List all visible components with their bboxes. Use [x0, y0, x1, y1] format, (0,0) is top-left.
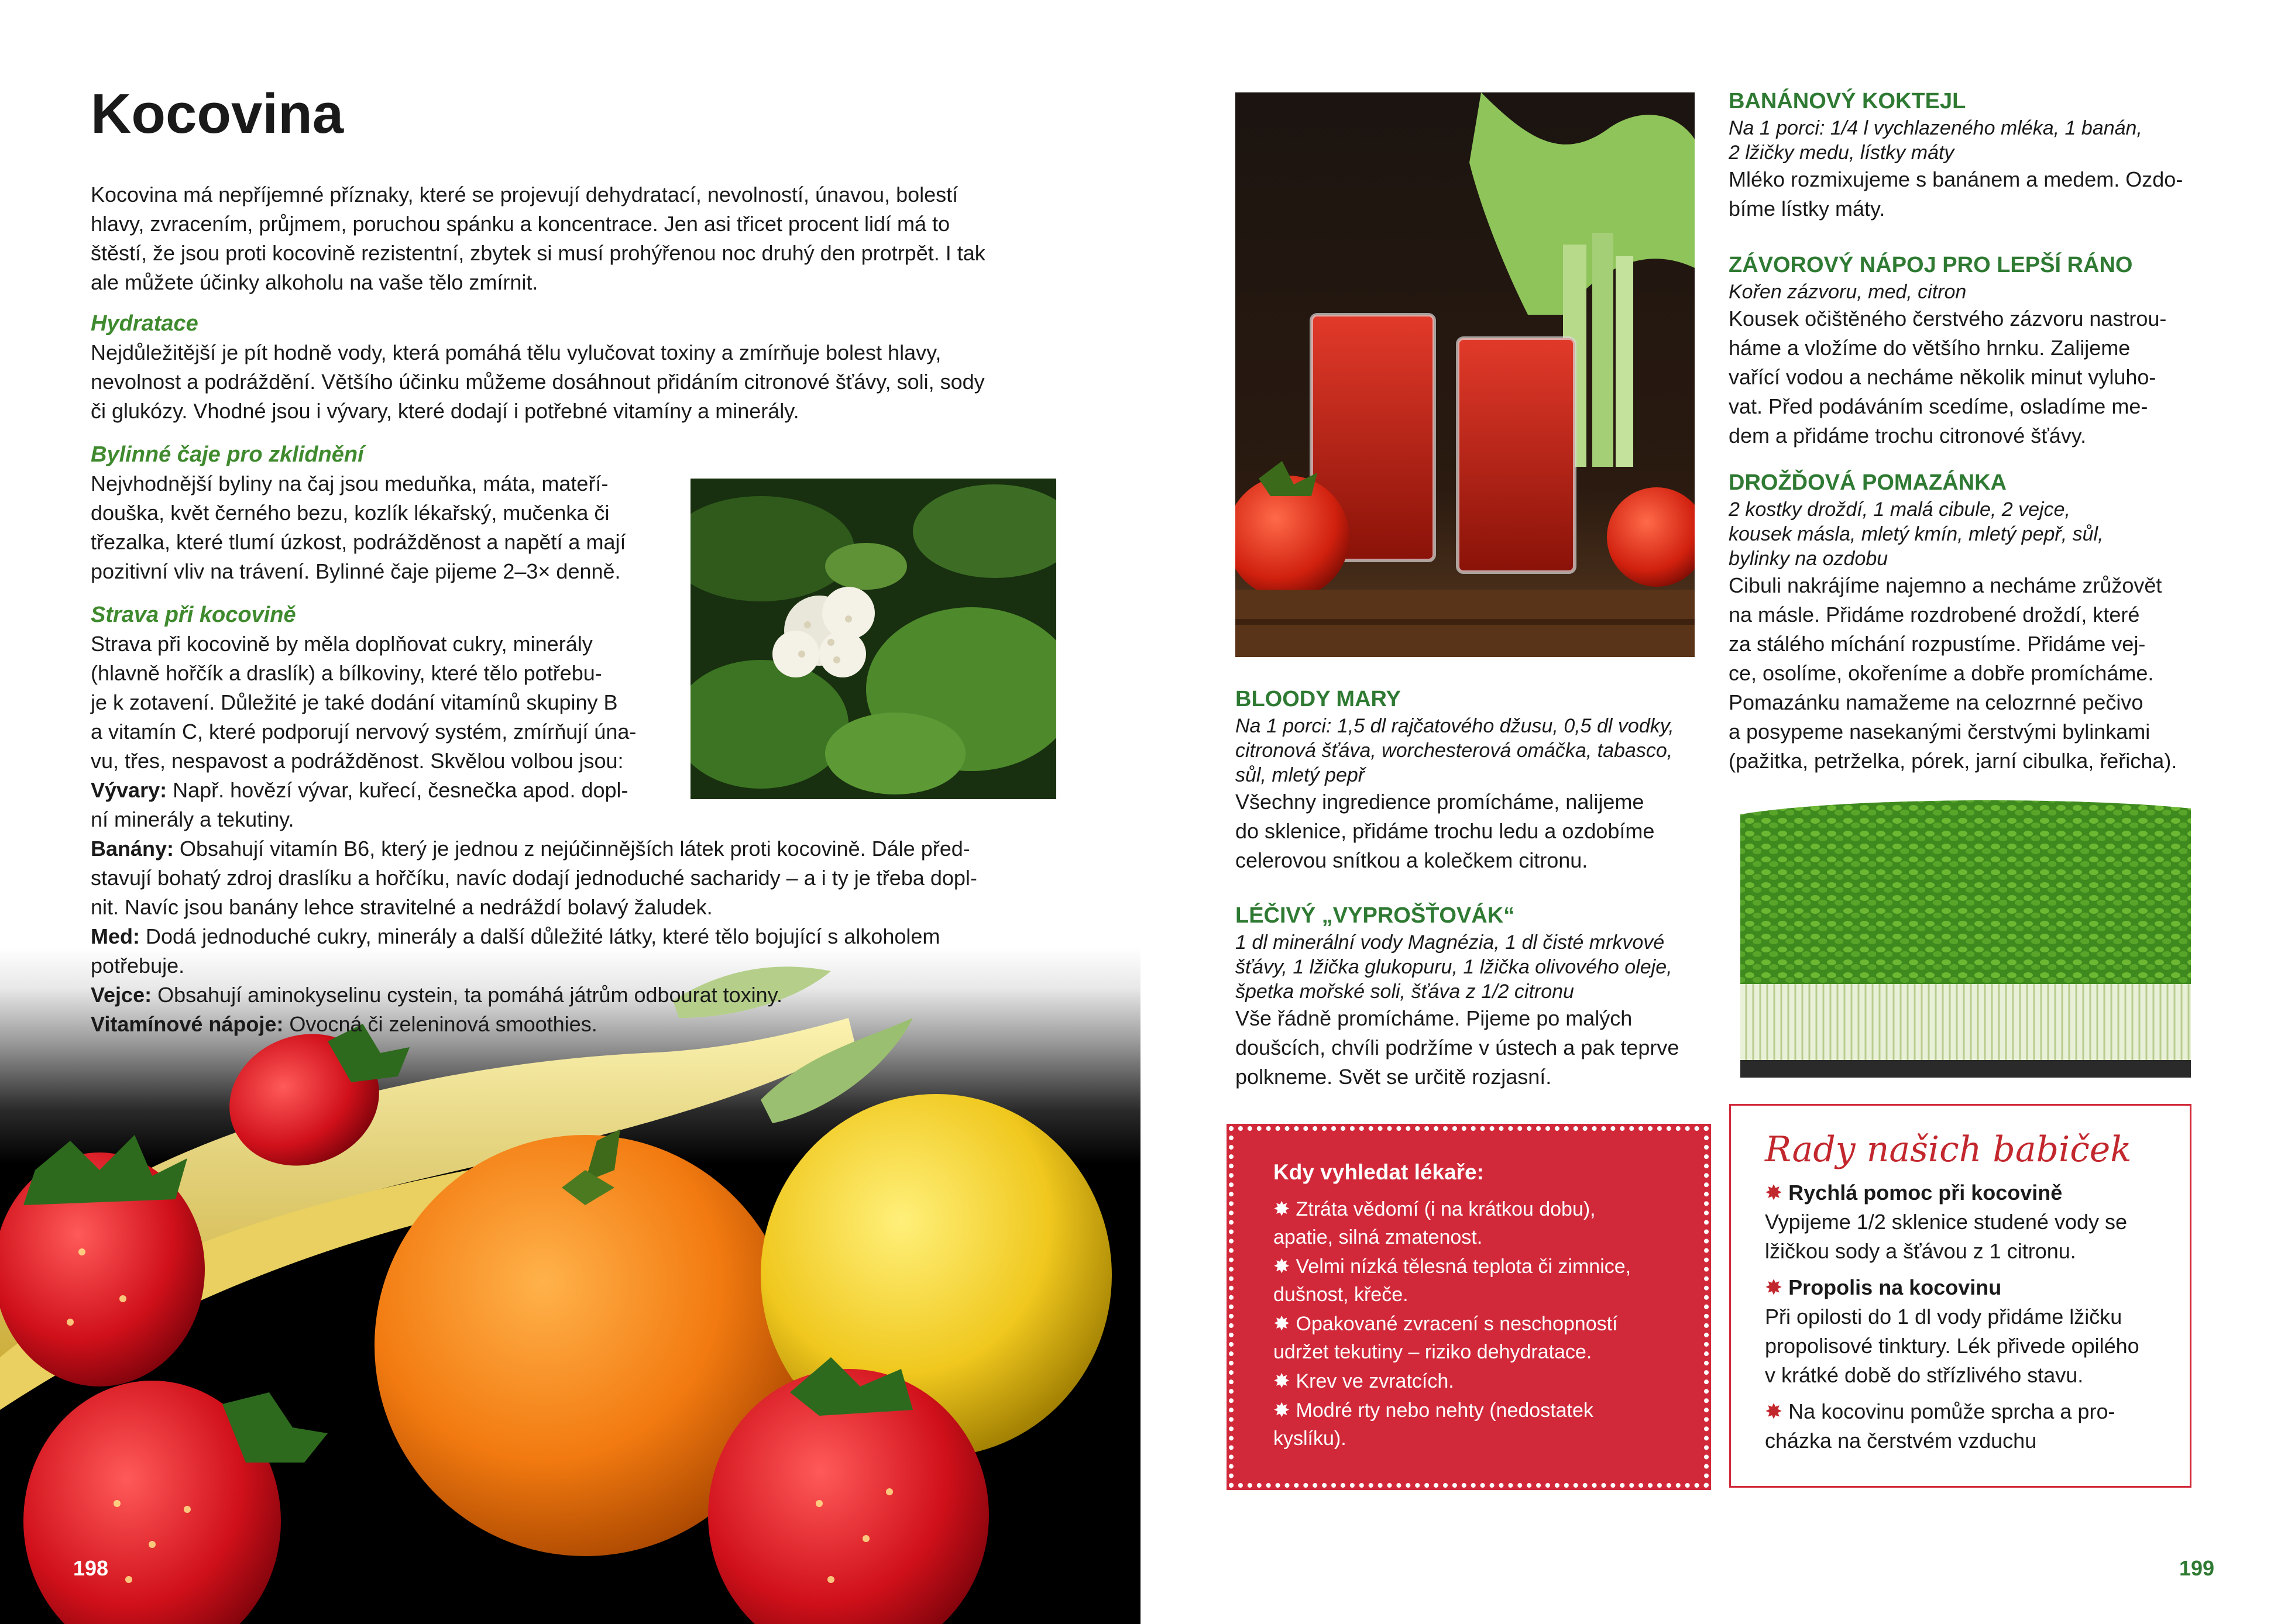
paragraph-line: třezalka, které tlumí úzkost, podrážděnost a napětí a mají	[91, 530, 626, 554]
paragraph-line: vat. Před podáváním scedíme, osladíme me-	[1729, 394, 2148, 418]
doctor-item	[1273, 1396, 1669, 1453]
tip-line: lžičkou sody a šťávou z 1 citronu.	[1765, 1239, 2076, 1263]
intro-line: štěstí, že jsou proti kocovině rezistentní, zbytek si musí prohýřenou noc druhý den protrpět. I tak	[91, 241, 985, 265]
vejce-text: Obsahují aminokyselinu cystein, ta pomáhá játrům odbourat toxiny.	[152, 983, 782, 1007]
ingredients-line: sůl, mletý pepř	[1235, 764, 1365, 786]
tip-line	[1765, 1397, 2160, 1426]
paragraph-line	[91, 922, 1056, 951]
paragraph-line: nevolnost a podráždění. Většího účinku můžeme dosáhnout přidáním citronové šťávy, soli, sody	[91, 370, 985, 394]
section-heading: Bylinné čaje pro zklidnění	[91, 442, 364, 467]
ingredients-line: špetka mořské soli, šťáva z 1/2 citronu	[1235, 980, 1574, 1003]
tip-heading-text: Propolis na kocovinu	[1788, 1275, 2002, 1299]
doctor-item-text: kyslíku).	[1273, 1427, 1346, 1450]
section-heading: Strava při kocovině	[91, 603, 296, 627]
page-title: Kocovina	[91, 82, 344, 145]
page-number-right: 199	[2179, 1556, 2215, 1580]
paragraph-line: bíme lístky máty.	[1729, 197, 1885, 221]
paragraph-line: vařící vodou a necháme několik minut vyluho-	[1729, 365, 2156, 389]
doctor-item	[1273, 1253, 1669, 1309]
tip-line: v krátké době do střízlivého stavu.	[1765, 1363, 2084, 1387]
paragraph-line: (pažitka, petrželka, pórek, jarní cibulka, řeřicha).	[1729, 749, 2177, 773]
paragraph-line: Mléko rozmixujeme s banánem a medem. Ozdo-	[1729, 167, 2183, 191]
granny-box-title: Rady našich babiček	[1765, 1129, 2132, 1170]
doctor-item-text: Modré rty nebo nehty (nedostatek	[1296, 1399, 1593, 1422]
paragraph-line: Vše řádně promícháme. Pijeme po malých	[1235, 1006, 1633, 1030]
intro-line: hlavy, zvracením, průjmem, poruchou spánku a koncentrace. Jen asi třicet procent lidí má to	[91, 212, 950, 236]
ingredients-line: Kořen zázvoru, med, citron	[1729, 281, 1967, 303]
doctor-item-text: Opakované zvracení s neschopností	[1296, 1313, 1618, 1335]
paragraph-line: celerovou snítkou a kolečkem citronu.	[1235, 848, 1588, 872]
tip-text: Na kocovinu pomůže sprcha a pro-	[1788, 1399, 2115, 1423]
doctor-item-text: udržet tekutiny – riziko dehydratace.	[1273, 1341, 1592, 1363]
cress-photo	[1729, 791, 2197, 1078]
med-label: Med:	[91, 924, 140, 948]
paragraph-line: ce, osolíme, okořeníme a dobře promícháme.	[1729, 661, 2154, 685]
tomato-juice-photo	[1235, 92, 1695, 657]
paragraph-line: za stálého míchání rozpustíme. Přidáme vej-	[1729, 632, 2146, 656]
elderflower-illustration	[691, 479, 1056, 799]
doctor-item	[1273, 1195, 1669, 1251]
recipe-heading: DROŽĎOVÁ POMAZÁNKA	[1729, 470, 2007, 495]
paragraph-line: háme a vložíme do většího hrnku. Zalijeme	[1729, 336, 2131, 360]
recipe-heading: BANÁNOVÝ KOKTEJL	[1729, 89, 1966, 113]
doctor-item-text: Ztráta vědomí (i na krátkou dobu),	[1296, 1198, 1596, 1220]
cress-illustration	[1729, 791, 2197, 1078]
tip-line: Vypijeme 1/2 sklenice studené vody se	[1765, 1210, 2128, 1234]
paragraph-line: Pomazánku namažeme na celozrnné pečivo	[1729, 690, 2143, 714]
ingredients-line: bylinky na ozdobu	[1729, 548, 1888, 570]
paragraph-line: doušcích, chvíli podržíme v ústech a pak teprve	[1235, 1035, 1679, 1059]
paragraph-line: je k zotavení. Důležité je také dodání vitamínů skupiny B	[91, 690, 618, 714]
ingredients-line: 1 dl minerální vody Magnézia, 1 dl čisté mrkvové	[1235, 931, 1665, 954]
intro-line: Kocovina má nepříjemné příznaky, které se projevují dehydratací, nevolností, únavou, bolestí	[91, 183, 959, 207]
fruit-illustration	[0, 948, 1140, 1624]
recipe-heading: LÉČIVÝ „VYPROŠŤOVÁK“	[1235, 903, 1515, 928]
left-page	[0, 0, 1140, 1624]
paragraph-line: Kousek očištěného čerstvého zázvoru nastrou-	[1729, 307, 2167, 331]
page-number-left: 198	[73, 1556, 109, 1580]
paragraph-line: Nejdůležitější je pít hodně vody, která pomáhá tělu vylučovat toxiny a zmírňuje bolest hlavy,	[91, 340, 942, 364]
recipe-heading: BLOODY MARY	[1235, 687, 1401, 711]
tip-heading	[1765, 1178, 2160, 1207]
paragraph-line: na másle. Přidáme rozdrobené droždí, které	[1729, 603, 2140, 627]
paragraph-line: nit. Navíc jsou banány lehce stravitelné a nedráždí bolavý žaludek.	[91, 895, 713, 919]
paragraph-line: douška, květ černého bezu, kozlík lékařský, mučenka či	[91, 501, 610, 525]
paragraph-line: do sklenice, přidáme trochu ledu a ozdobíme	[1235, 819, 1655, 843]
paragraph-line: dem a přidáme trochu citronové šťávy.	[1729, 424, 2087, 448]
tip-heading	[1765, 1273, 2160, 1302]
doctor-warning-box	[1229, 1126, 1709, 1488]
paragraph-line	[91, 834, 1056, 863]
intro-line: ale můžete účinky alkoholu na vaše tělo zmírnit.	[91, 270, 538, 294]
doctor-item-text: Velmi nízká tělesná teplota či zimnice,	[1296, 1255, 1631, 1278]
ingredients-line: citronová šťáva, worchesterová omáčka, tabasco,	[1235, 739, 1673, 762]
asterisk-icon: ✸	[1765, 1181, 1789, 1205]
paragraph-line: potřebuje.	[91, 954, 185, 978]
zazvor-recipe	[1729, 250, 2197, 450]
foods-section	[91, 834, 1056, 1039]
ingredients-line: 2 kostky droždí, 1 malá cibule, 2 vejce,	[1729, 498, 2070, 521]
elderflower-photo	[691, 479, 1056, 799]
asterisk-icon: ✸	[1273, 1255, 1290, 1278]
doctor-box-heading: Kdy vyhledat lékaře:	[1273, 1160, 1484, 1184]
paragraph-line: Nejvhodnější byliny na čaj jsou meduňka, máta, mateří-	[91, 472, 609, 496]
bylinne-section	[91, 440, 667, 586]
tomato-juice-illustration	[1235, 92, 1695, 657]
section-heading: Hydratace	[91, 311, 198, 336]
paragraph-line: Cibuli nakrájíme najemno a necháme zrůžovět	[1729, 573, 2162, 597]
intro-paragraph	[91, 180, 1056, 297]
ingredients-line: Na 1 porci: 1,5 dl rajčatového džusu, 0,5 dl vodky,	[1235, 715, 1674, 737]
tip-line: propolisové tinktury. Lék přivede opilého	[1765, 1334, 2139, 1358]
hydratace-section	[91, 309, 1056, 426]
med-text: Dodá jednoduché cukry, minerály a další důležité látky, které tělo bojující s alkoholem	[140, 924, 940, 948]
paragraph-line: Strava při kocovině by měla doplňovat cukry, minerály	[91, 632, 593, 656]
vejce-label: Vejce:	[91, 983, 152, 1007]
doctor-item-text: apatie, silná zmatenost.	[1273, 1226, 1483, 1248]
asterisk-icon: ✸	[1765, 1399, 1789, 1423]
vitamin-text: Ovocná či zeleninová smoothies.	[283, 1012, 597, 1036]
paragraph-line	[91, 776, 667, 805]
doctor-item	[1273, 1310, 1669, 1366]
paragraph-line: a posypeme nasekanými čerstvými bylinkami	[1729, 720, 2151, 744]
tip-heading-text: Rychlá pomoc při kocovině	[1788, 1181, 2063, 1205]
tip-line: cházka na čerstvém vzduchu	[1765, 1429, 2037, 1453]
banany-text: Obsahují vitamín B6, který je jednou z nejúčinnějších látek proti kocovině. Dále před-	[174, 837, 970, 861]
ingredients-line: Na 1 porci: 1/4 l vychlazeného mléka, 1 banán,	[1729, 117, 2142, 139]
paragraph-line: Všechny ingredience promícháme, nalijeme	[1235, 790, 1644, 814]
fruit-photo	[0, 948, 1140, 1624]
asterisk-icon: ✸	[1273, 1370, 1290, 1392]
asterisk-icon: ✸	[1765, 1275, 1789, 1299]
paragraph-line: ní minerály a tekutiny.	[91, 807, 294, 831]
asterisk-icon: ✸	[1273, 1198, 1290, 1220]
vyvary-text: Např. hovězí vývar, kuřecí, česnečka apod. dopl-	[167, 778, 628, 802]
banany-label: Banány:	[91, 837, 174, 861]
bloody-mary-recipe	[1235, 684, 1695, 875]
paragraph-line: vu, třes, nespavost a podrážděnost. Skvělou volbou jsou:	[91, 749, 624, 773]
drozdi-recipe	[1729, 468, 2197, 776]
strava-section	[91, 600, 667, 834]
paragraph-line: polkneme. Svět se určitě rozjasní.	[1235, 1065, 1552, 1089]
banan-recipe	[1729, 87, 2197, 223]
lecivy-recipe	[1235, 901, 1695, 1092]
vitamin-label: Vitamínové nápoje:	[91, 1012, 284, 1036]
tip-line: Při opilosti do 1 dl vody přidáme lžičku	[1765, 1305, 2122, 1329]
paragraph-line: a vitamín C, které podporují nervový systém, zmírňují úna-	[91, 720, 637, 744]
paragraph-line: stavují bohatý zdroj draslíku a hořčíku, navíc dodají jednoduché sacharidy – a i ty je třeba dopl-	[91, 866, 977, 890]
right-page	[1140, 0, 2281, 1624]
recipe-heading: ZÁVOROVÝ NÁPOJ PRO LEPŠÍ RÁNO	[1729, 253, 2133, 277]
doctor-item	[1273, 1367, 1669, 1395]
granny-tips-box	[1729, 1104, 2191, 1488]
doctor-item-text: Krev ve zvratcích.	[1296, 1370, 1454, 1392]
ingredients-line: kousek másla, mletý kmín, mletý pepř, sůl,	[1729, 523, 2104, 545]
paragraph-line	[91, 980, 1056, 1010]
asterisk-icon: ✸	[1273, 1399, 1290, 1422]
ingredients-line: 2 lžičky medu, lístky máty	[1729, 142, 1954, 164]
paragraph-line	[91, 1010, 1056, 1039]
paragraph-line: pozitivní vliv na trávení. Bylinné čaje pijeme 2–3× denně.	[91, 559, 621, 583]
doctor-item-text: dušnost, křeče.	[1273, 1284, 1409, 1306]
paragraph-line: či glukózy. Vhodné jsou i vývary, které dodají i potřebné vitamíny a minerály.	[91, 399, 799, 423]
ingredients-line: šťávy, 1 lžička glukopuru, 1 lžička olivového oleje,	[1235, 956, 1672, 978]
paragraph-line: (hlavně hořčík a draslík) a bílkoviny, které tělo potřebu-	[91, 661, 602, 685]
asterisk-icon: ✸	[1273, 1313, 1290, 1335]
vyvary-label: Vývary:	[91, 778, 167, 802]
